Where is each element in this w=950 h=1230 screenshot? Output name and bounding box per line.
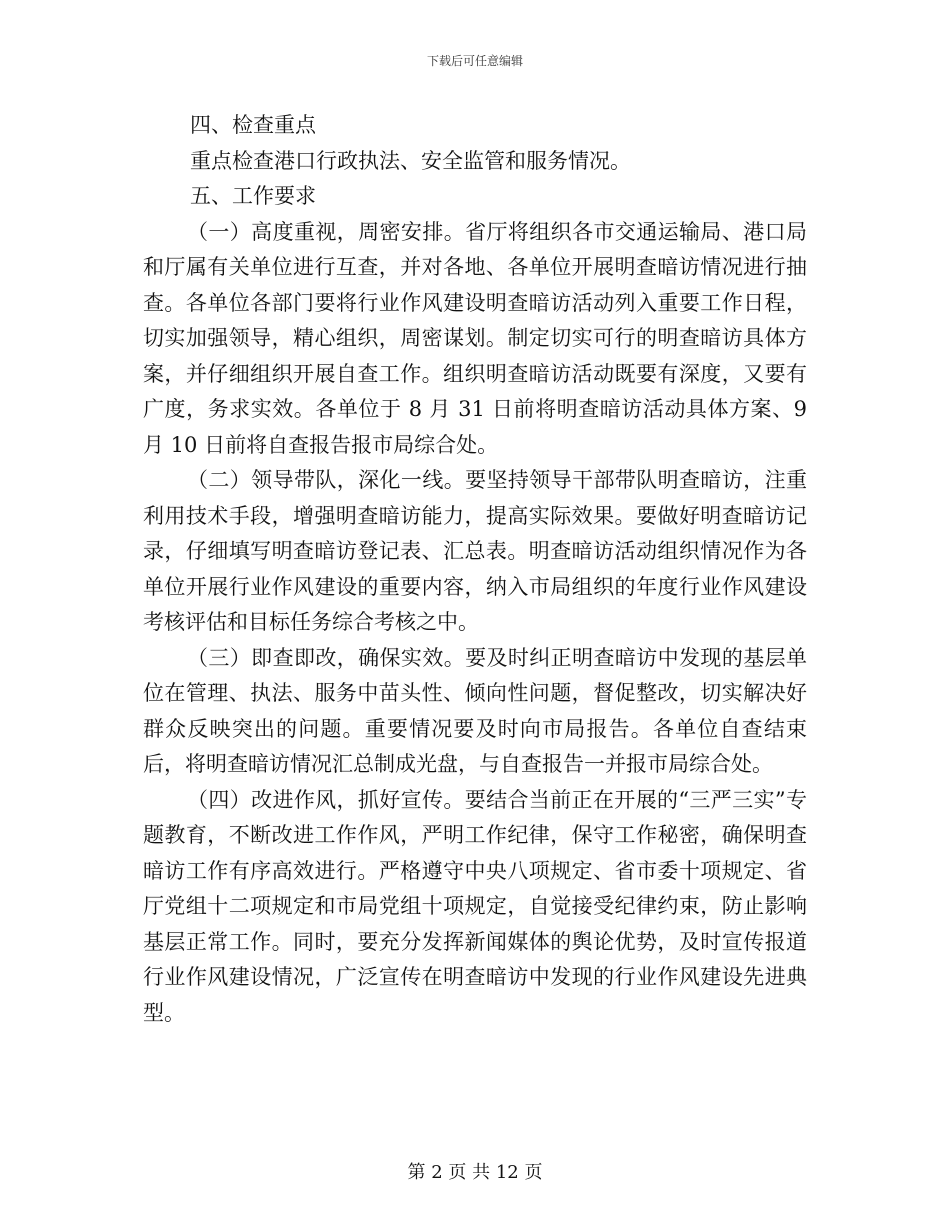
page-number-footer: 第 2 页 共 12 页 [407, 1162, 543, 1183]
paragraph-requirement-4: （四）改进作风，抓好宣传。要结合当前正在开展的“三严三实”专题教育，不断改进工作作风，严明工作纪律，保守工作秘密，确保明查暗访工作有序高效进行。严格遵守中央八项规定、省市委十项规定、省厅党组十二项规定和市局党组十项规定，自觉接受纪律约束，防止影响基层正常工作。同时，要充分发挥新闻媒体的舆论优势，及时宣传报道行业作风建设情况，广泛宣传在明查暗访中发现的行业作风建设先进典型。 [143, 787, 807, 1025]
paragraph-requirement-1: （一）高度重视，周密安排。省厅将组织各市交通运输局、港口局和厅属有关单位进行互查，并对各地、各单位开展明查暗访情况进行抽查。各单位各部门要将行业作风建设明查暗访活动列入重要工作日程，切实加强领导，精心组织，周密谋划。制定切实可行的明查暗访具体方案，并仔细组织开展自查工作。组织明查暗访活动既要有深度，又要有广度，务求实效。各单位于 8 月 31 日前将明查暗访活动具体方案、9 月 10 日前将自查报告报市局综合处。 [143, 219, 807, 457]
paragraph-requirement-3: （三）即查即改，确保实效。要及时纠正明查暗访中发现的基层单位在管理、执法、服务中苗头性、倾向性问题，督促整改，切实解决好群众反映突出的问题。重要情况要及时向市局报告。各单位自查结束后，将明查暗访情况汇总制成光盘，与自查报告一并报市局综合处。 [143, 645, 807, 776]
section-heading-work-requirements: 五、工作要求 [190, 184, 316, 208]
document-body [143, 108, 807, 1031]
section-heading-inspection-focus: 四、检查重点 [190, 113, 316, 137]
section-text-inspection-focus: 重点检查港口行政执法、安全监管和服务情况。 [190, 148, 631, 173]
header-note: 下载后可任意编辑 [426, 54, 523, 68]
paragraph-requirement-2: （二）领导带队，深化一线。要坚持领导干部带队明查暗访，注重利用技术手段，增强明查暗访能力，提高实际效果。要做好明查暗访记录，仔细填写明查暗访登记表、汇总表。明查暗访活动组织情况作为各单位开展行业作风建设的重要内容，纳入市局组织的年度行业作风建设考核评估和目标任务综合考核之中。 [143, 468, 807, 634]
